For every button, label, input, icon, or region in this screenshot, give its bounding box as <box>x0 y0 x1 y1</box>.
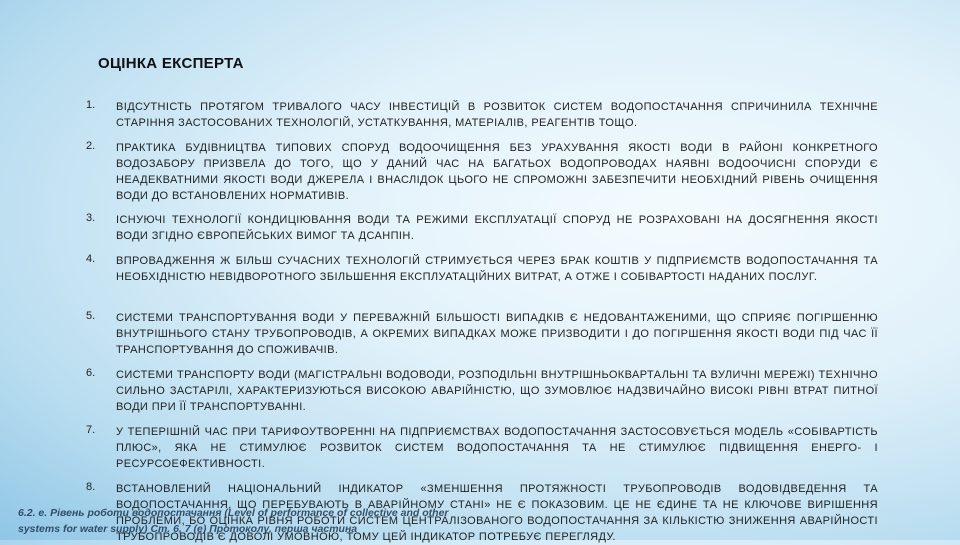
footer-line-2: systems for water supply) Ст. 6, 7 (e) Протоколу, перша частина <box>18 523 358 535</box>
item-number: 8. <box>86 481 96 493</box>
item-text: СИСТЕМИ ТРАНСПОРТУ ВОДИ (МАГІСТРАЛЬНІ ВОДОВОДИ, РОЗПОДІЛЬНІ ВНУТРІШНЬОКВАРТАЛЬНІ ТА ВУЛИЧНІ МЕРЕЖІ) ТЕХНІЧНО СИЛЬНО ЗАСТАРІЛІ, ХАРАКТЕРИЗУЮТЬСЯ ВИСОКОЮ АВАРІЙНІСТЮ, ЩО ЗУМОВЛЮЄ НАДЗВИЧАЙНО ВИСОКІ РІВНІ ВТРАТ ПИТНОЇ ВОДИ ПРИ ЇЇ ТРАНСПОРТУВАННІ. <box>116 369 878 413</box>
item-text: ІСНУЮЧІ ТЕХНОЛОГІЇ КОНДИЦІЮВАННЯ ВОДИ ТА РЕЖИМИ ЕКСПЛУАТАЦІЇ СПОРУД НЕ РОЗРАХОВАНІ НА ДОСЯГНЕННЯ ЯКОСТІ ВОДИ ЗГІДНО ЄВРОПЕЙСЬКИХ ВИМОГ ТА ДСАНПІН. <box>116 214 878 242</box>
item-number: 4. <box>86 253 96 265</box>
item-text: ВСТАНОВЛЕНИЙ НАЦІОНАЛЬНИЙ ІНДИКАТОР «ЗМЕНШЕННЯ ПРОТЯЖНОСТІ ТРУБОПРОВОДІВ ВОДОВІДВЕДЕННЯ ТА ВОДОПОСТАЧАННЯ, ЩО ПЕРЕБУВАЮТЬ В АВАРІЙНОМУ СТАНІ» НЕ Є ПОКАЗОВИМ. ЦЕ НЕ ЄДИНЕ ТА НЕ КЛЮЧОВЕ ВИРІШЕННЯ ПРОБЛЕМИ, БО ОЦІНКА РІВНЯ РОБОТИ СИСТЕМ ЦЕНТРАЛІЗОВАНОГО ВОДОПОСТАЧАННЯ ЗА КІЛЬКІСТЮ ЗНИЖЕННЯ АВАРІЙНОСТІ ТРУБОПРОВОДІВ Є ДОВОЛІ УМОВНОЮ, ТОМУ ЦЕЙ ІНДИКАТОР ПОТРЕБУЄ ПЕРЕГЛЯДУ. <box>116 483 878 543</box>
footer-line-1: 6.2. e. Рівень роботи водопостачання (Level of performance of collective and other <box>18 507 449 519</box>
item-text: У ТЕПЕРІШНІЙ ЧАС ПРИ ТАРИФОУТВОРЕННІ НА ПІДПРИЄМСТВАХ ВОДОПОСТАЧАННЯ ЗАСТОСОВУЄТЬСЯ МОДЕЛЬ «СОБІВАРТІСТЬ ПЛЮС», ЯКА НЕ СТИМУЛЮЄ РОЗВИТОК СИСТЕМ ВОДОПОСТАЧАННЯ ТА НЕ СТИМУЛЮЄ ПІДВИЩЕННЯ ЕНЕРГО- І РЕСУРСОЕФЕКТИВНОСТІ. <box>116 426 878 470</box>
page-title: ОЦІНКА ЕКСПЕРТА <box>98 55 244 72</box>
item-number: 7. <box>86 424 96 436</box>
footer-reference <box>18 505 449 537</box>
item-text: ВІДСУТНІСТЬ ПРОТЯГОМ ТРИВАЛОГО ЧАСУ ІНВЕСТИЦІЙ В РОЗВИТОК СИСТЕМ ВОДОПОСТАЧАННЯ СПРИЧИНИЛА ТЕХНІЧНЕ СТАРІННЯ ЗАСТОСОВАНИХ ТЕХНОЛОГІЙ, УСТАТКУВАННЯ, МАТЕРІАЛІВ, РЕАГЕНТІВ ТОЩО. <box>116 101 878 129</box>
item-text: ПРАКТИКА БУДІВНИЦТВА ТИПОВИХ СПОРУД ВОДООЧИЩЕННЯ БЕЗ УРАХУВАННЯ ЯКОСТІ ВОДИ В РАЙОНІ КОНКРЕТНОГО ВОДОЗАБОРУ ПРИЗВЕЛА ДО ТОГО, ЩО У ДАНИЙ ЧАС НА БАГАТЬОХ ВОДОПРОВОДАХ НАЯВНІ ВОДООЧИСНІ СПОРУДИ Є НЕАДЕКВАТНИМИ ЯКОСТІ ВОДИ ДЖЕРЕЛА І ВНАСЛІДОК ЦЬОГО НЕ СПРОМОЖНІ ЗАБЕЗПЕЧИТИ НЕОБХІДНИЙ РІВЕНЬ ОЧИЩЕННЯ ВОДИ ДО ВСТАНОВЛЕНИХ НОРМАТИВІВ. <box>116 142 878 202</box>
item-number: 6. <box>86 367 96 379</box>
item-number: 2. <box>86 140 96 152</box>
item-number: 5. <box>86 310 96 322</box>
item-text: ВПРОВАДЖЕННЯ Ж БІЛЬШ СУЧАСНИХ ТЕХНОЛОГІЙ СТРИМУЄТЬСЯ ЧЕРЕЗ БРАК КОШТІВ У ПІДПРИЄМСТВ ВОДОПОСТАЧАННЯ ТА НЕОБХІДНІСТЮ НЕВІДВОРОТНОГО ЗБІЛЬШЕННЯ ЕКСПЛУАТАЦІЙНИХ ВИТРАТ, А ОТЖЕ І СОБІВАРТОСТІ НАДАНИХ ПОСЛУГ. <box>116 255 878 283</box>
item-text: СИСТЕМИ ТРАНСПОРТУВАННЯ ВОДИ У ПЕРЕВАЖНІЙ БІЛЬШОСТІ ВИПАДКІВ Є НЕДОВАНТАЖЕНИМИ, ЩО СПРИЯЄ ПОГІРШЕННЮ ВНУТРІШНЬОГО СТАНУ ТРУБОПРОВОДІВ, А ОКРЕМИХ ВИПАДКАХ МОЖЕ ПРИЗВОДИТИ І ДО ПОГІРШЕННЯ ЯКОСТІ ВОДИ ПІД ЧАС ЇЇ ТРАНСПОРТУВАННЯ ДО СПОЖИВАЧІВ. <box>116 312 878 356</box>
item-number: 1. <box>86 99 96 111</box>
item-number: 3. <box>86 212 96 224</box>
